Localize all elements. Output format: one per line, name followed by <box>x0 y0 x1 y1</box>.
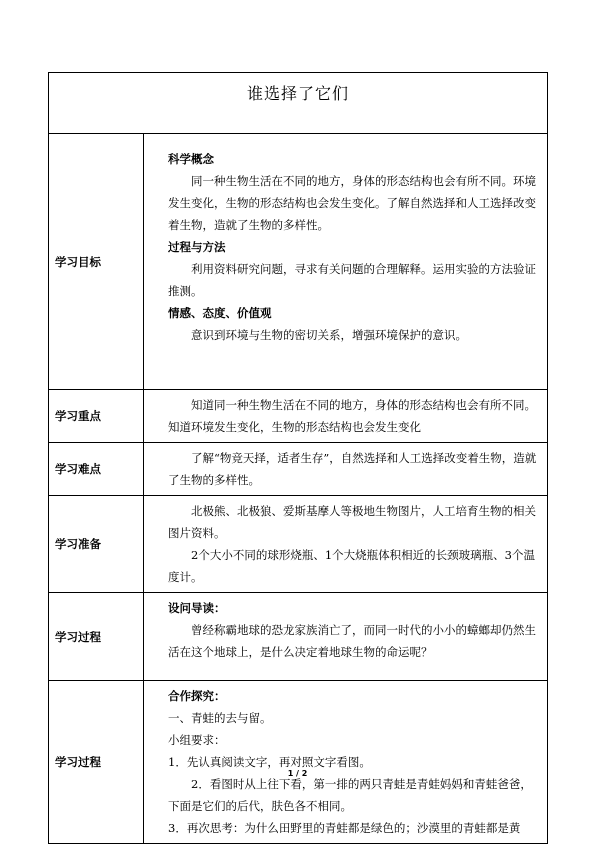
paragraph: 意识到环境与生物的密切关系，增强环境保护的意识。 <box>191 328 467 342</box>
paragraph: 1．先认真阅读文字，再对照文字看图。 <box>168 755 371 769</box>
page-number: 1 / 2 <box>287 769 308 778</box>
row-label: 学习准备 <box>49 496 144 593</box>
paragraph: 2个大小不同的球形烧瓶、1个大烧瓶体积相近的长颈玻璃瓶、3个温度计。 <box>168 548 535 584</box>
title-row <box>49 73 548 134</box>
row-content <box>144 443 548 496</box>
page-title: 谁选择了它们 <box>247 84 350 103</box>
row-content <box>144 496 548 593</box>
row-process-1 <box>49 593 548 681</box>
row-label: 学习过程 <box>49 681 144 844</box>
paragraph: 同一种生物生活在不同的地方，身体的形态结构也会有所不同。环境发生变化，生物的形态结构也会发生变化。了解自然选择和人工选择改变着生物，造就了生物的多样性。 <box>168 174 536 232</box>
section-heading: 合作探究： <box>168 689 226 703</box>
section-heading: 设问导读： <box>168 601 226 615</box>
paragraph: 曾经称霸地球的恐龙家族消亡了，而同一时代的小小的蟑螂却仍然生活在这个地球上，是什么决定着地球生物的命运呢？ <box>168 623 536 659</box>
row-content <box>144 134 548 390</box>
title-cell <box>49 73 548 134</box>
paragraph: 知道同一种生物生活在不同的地方，身体的形态结构也会有所不同。知道环境发生变化，生物的形态结构也会发生变化 <box>168 398 536 434</box>
paragraph: 北极熊、北极狼、爱斯基摩人等极地生物图片，人工培育生物的相关图片资料。 <box>168 504 536 540</box>
section-heading: 过程与方法 <box>168 240 226 254</box>
paragraph: 一、青蛙的去与留。 <box>168 711 272 725</box>
row-objectives <box>49 134 548 390</box>
lesson-table <box>48 72 548 844</box>
row-difficulties <box>49 443 548 496</box>
section-heading: 科学概念 <box>168 152 214 166</box>
paragraph: 2．看图时从上往下看，第一排的两只青蛙是青蛙妈妈和青蛙爸爸，下面是它们的后代，肤色各不相同。 <box>168 777 532 813</box>
paragraph: 小组要求： <box>168 733 226 747</box>
row-label: 学习难点 <box>49 443 144 496</box>
row-preparation <box>49 496 548 593</box>
section-heading: 情感、态度、价值观 <box>168 306 272 320</box>
row-key-points <box>49 390 548 443</box>
row-label: 学习目标 <box>49 134 144 390</box>
row-content <box>144 681 548 844</box>
row-label: 学习重点 <box>49 390 144 443</box>
paragraph: 了解“物竞天择，适者生存”，自然选择和人工选择改变着生物，造就了生物的多样性。 <box>168 451 537 487</box>
row-process-2 <box>49 681 548 844</box>
paragraph: 3．再次思考：为什么田野里的青蛙都是绿色的；沙漠里的青蛙都是黄 <box>168 821 521 835</box>
row-label: 学习过程 <box>49 593 144 681</box>
paragraph: 利用资料研究问题，寻求有关问题的合理解释。运用实验的方法验证推测。 <box>168 262 536 298</box>
row-content <box>144 390 548 443</box>
row-content <box>144 593 548 681</box>
